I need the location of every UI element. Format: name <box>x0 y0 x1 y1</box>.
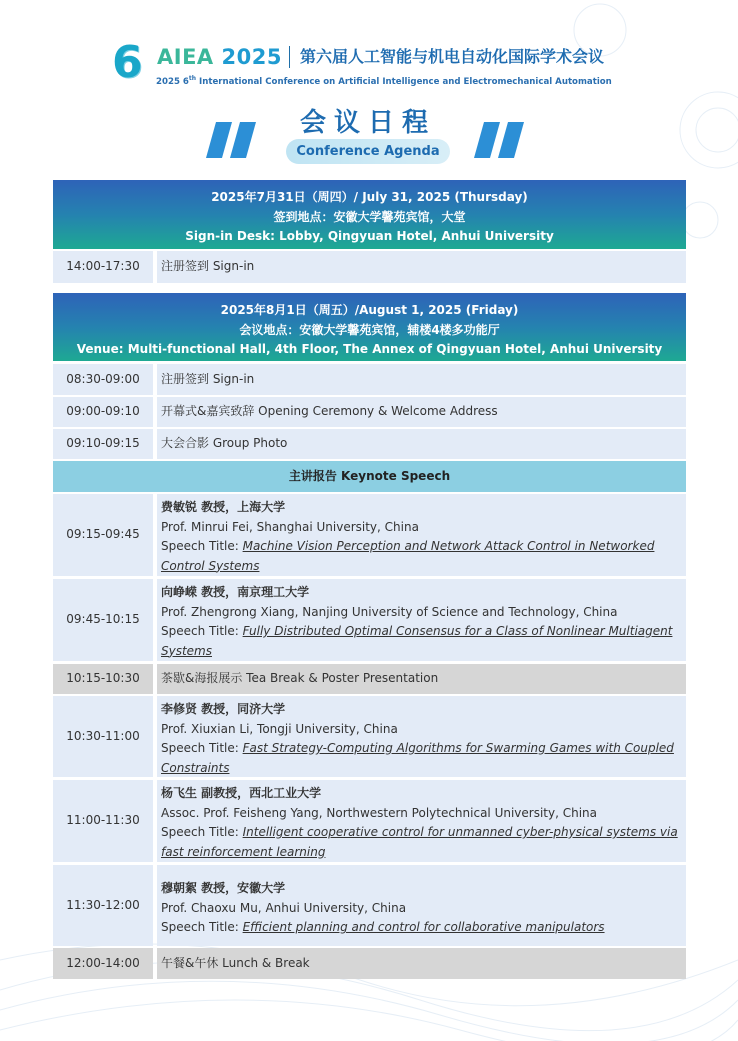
speech-title-text-cont: Constraints <box>161 760 230 775</box>
table-row <box>53 251 686 283</box>
brand-year: 2025 <box>221 45 282 69</box>
speaker-name: 杨飞生 副教授，西北工业大学 <box>161 786 322 800</box>
speech-time: 09:45-10:15 <box>53 579 153 661</box>
speech-row <box>53 696 686 777</box>
row-content: 注册签到 Sign-in <box>157 251 686 283</box>
speech-title-prefix: Speech Title: <box>161 920 243 934</box>
speech-title-text-cont: Systems <box>161 643 212 658</box>
row-time: 14:00-17:30 <box>53 251 153 283</box>
speech-title-cont <box>161 557 686 577</box>
row-time: 09:10-09:15 <box>53 429 153 459</box>
speech-details <box>157 494 686 576</box>
speech-time: 10:30-11:00 <box>53 696 153 777</box>
row-content: 注册签到 Sign-in <box>157 364 686 395</box>
speech-title-cont <box>161 759 686 779</box>
speech-time: 11:00-11:30 <box>53 780 153 862</box>
speech-title <box>161 823 686 843</box>
en-title-rest: International Conference on Artificial Intelligence and Electromechanical Automation <box>196 76 612 87</box>
speech-title-cont <box>161 843 686 863</box>
row-time: 10:15-10:30 <box>53 664 153 694</box>
keynote-section-header: 主讲报告 Keynote Speech <box>53 461 686 492</box>
agenda-title-en: Conference Agenda <box>296 144 440 159</box>
table-row <box>53 364 686 395</box>
conference-logo: 6 <box>112 37 143 88</box>
agenda-title-cn: 会议日程 <box>299 108 436 138</box>
header-divider <box>289 46 290 68</box>
speech-title-text-cont: fast reinforcement learning <box>161 844 326 859</box>
speech-time: 09:15-09:45 <box>53 494 153 576</box>
speech-row <box>53 780 686 862</box>
conference-title-en <box>156 73 626 88</box>
day1-header <box>53 180 686 249</box>
quote-mark-left-icon <box>206 113 264 171</box>
en-title-sup: th <box>188 75 197 82</box>
speech-time: 11:30-12:00 <box>53 865 153 946</box>
speaker-name: 穆朝絮 教授，安徽大学 <box>161 881 286 895</box>
table-row-break <box>53 664 686 694</box>
day2-venue-en: Venue: Multi-functional Hall, 4th Floor, The Annex of Qingyuan Hotel, Anhui University <box>76 342 663 356</box>
speech-details <box>157 865 686 946</box>
speech-title-cont <box>161 642 686 662</box>
speech-title-prefix: Speech Title: <box>161 539 243 553</box>
quote-mark-right-icon <box>474 113 532 171</box>
conference-brand <box>157 45 282 69</box>
day1-location-cn: 签到地点：安徽大学馨苑宾馆，大堂 <box>273 209 466 224</box>
speech-title <box>161 918 686 938</box>
speech-title-text-cont: Control Systems <box>161 558 260 573</box>
speaker-name: 费敏锐 教授，上海大学 <box>161 500 286 514</box>
conference-title-cn: 第六届人工智能与机电自动化国际学术会议 <box>300 47 605 66</box>
brand-aiea: AIEA <box>157 45 214 69</box>
quote-right-shape <box>474 122 532 162</box>
speech-title <box>161 622 686 642</box>
speech-row <box>53 494 686 576</box>
speech-title-text: Efficient planning and control for collaborative manipulators <box>242 920 605 934</box>
row-time: 09:00-09:10 <box>53 397 153 427</box>
speech-title-text: Fully Distributed Optimal Consensus for a Class of Nonlinear Multiagent <box>242 624 673 638</box>
speech-title-prefix: Speech Title: <box>161 825 243 839</box>
day2-header <box>53 293 686 361</box>
speaker-affiliation: Assoc. Prof. Feisheng Yang, Northwestern Polytechnical University, China <box>161 805 598 820</box>
speech-details <box>157 780 686 862</box>
en-title-prefix: 2025 6 <box>156 76 189 87</box>
row-time: 12:00-14:00 <box>53 948 153 979</box>
row-content: 茶歇&海报展示 Tea Break & Poster Presentation <box>157 664 686 694</box>
table-row <box>53 429 686 459</box>
speech-title-text: Machine Vision Perception and Network Attack Control in Networked <box>242 539 655 553</box>
row-content: 开幕式&嘉宾致辞 Opening Ceremony & Welcome Address <box>157 397 686 427</box>
speaker-name: 向峥嵘 教授，南京理工大学 <box>161 585 310 599</box>
day1-date: 2025年7月31日（周四）/ July 31, 2025 (Thursday) <box>211 190 528 204</box>
speech-details <box>157 696 686 777</box>
speech-row <box>53 579 686 661</box>
speech-title-prefix: Speech Title: <box>161 741 243 755</box>
speech-title <box>161 537 686 557</box>
row-time: 08:30-09:00 <box>53 364 153 395</box>
speech-row <box>53 865 686 946</box>
speaker-affiliation: Prof. Chaoxu Mu, Anhui University, China <box>161 900 407 915</box>
day2-date: 2025年8月1日（周五）/August 1, 2025 (Friday) <box>220 303 519 317</box>
quote-left-shape <box>206 122 264 162</box>
speaker-affiliation: Prof. Minrui Fei, Shanghai University, China <box>161 519 419 534</box>
table-row <box>53 397 686 427</box>
row-content: 午餐&午休 Lunch & Break <box>157 948 686 979</box>
speech-title-prefix: Speech Title: <box>161 624 243 638</box>
speaker-name: 李修贤 教授，同济大学 <box>161 702 286 716</box>
speaker-affiliation: Prof. Zhengrong Xiang, Nanjing University of Science and Technology, China <box>161 604 618 619</box>
speech-details <box>157 579 686 661</box>
day2-venue-cn: 会议地点：安徽大学馨苑宾馆，辅楼4楼多功能厅 <box>239 322 500 337</box>
speech-title-text: Intelligent cooperative control for unmanned cyber-physical systems via <box>242 825 678 839</box>
speech-title-text: Fast Strategy-Computing Algorithms for Swarming Games with Coupled <box>242 741 674 755</box>
table-row-break <box>53 948 686 979</box>
day1-location-en: Sign-in Desk: Lobby, Qingyuan Hotel, Anhui University <box>185 229 554 243</box>
row-content: 大会合影 Group Photo <box>157 429 686 459</box>
speaker-affiliation: Prof. Xiuxian Li, Tongji University, China <box>161 721 398 736</box>
speech-title <box>161 739 686 759</box>
